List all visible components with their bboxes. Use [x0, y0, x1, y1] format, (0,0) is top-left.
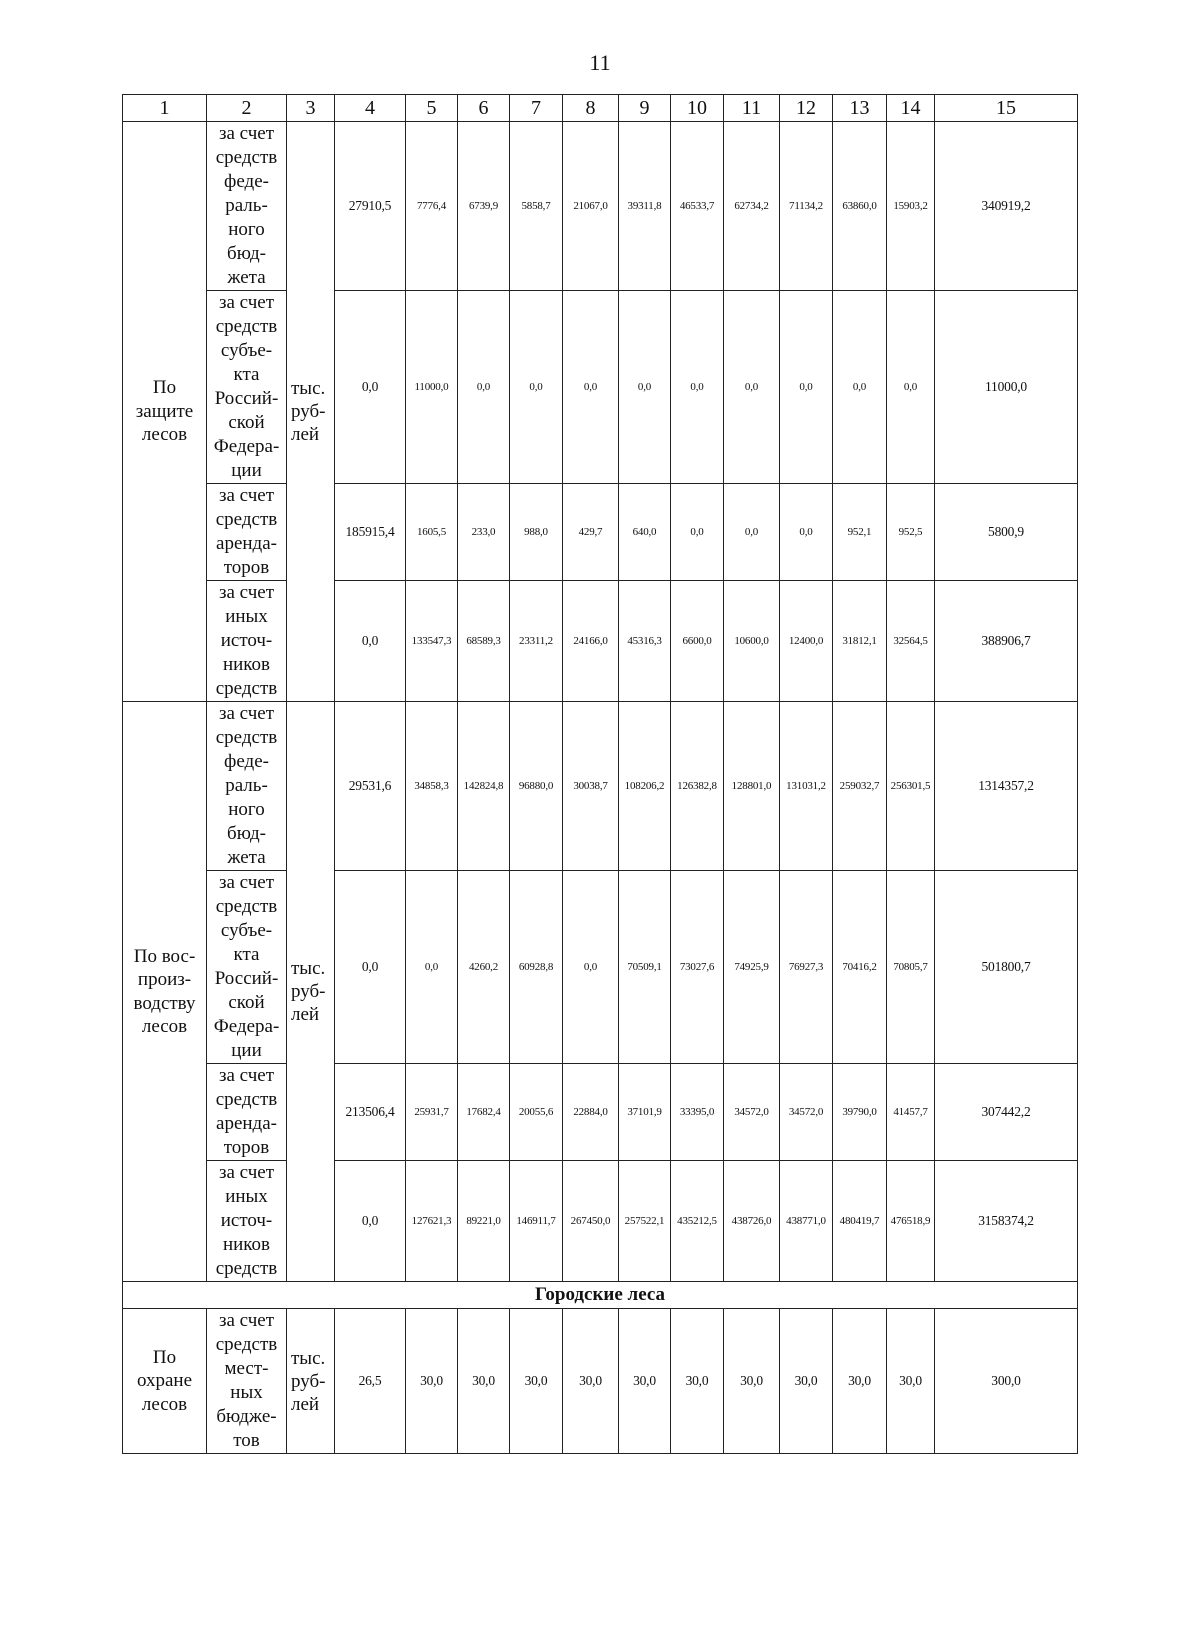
value-cell: 307442,2 — [935, 1064, 1078, 1161]
column-header: 10 — [671, 95, 724, 122]
value-cell: 30,0 — [671, 1309, 724, 1454]
value-cell: 952,5 — [887, 484, 935, 581]
value-cell: 45316,3 — [619, 581, 671, 702]
value-cell: 71134,2 — [780, 122, 833, 291]
value-cell: 3158374,2 — [935, 1161, 1078, 1282]
page-number: 11 — [589, 50, 611, 75]
value-cell: 0,0 — [563, 871, 619, 1064]
value-cell: 7776,4 — [406, 122, 458, 291]
value-cell: 429,7 — [563, 484, 619, 581]
value-cell: 0,0 — [671, 291, 724, 484]
value-cell: 1314357,2 — [935, 702, 1078, 871]
value-cell: 5800,9 — [935, 484, 1078, 581]
table-row — [123, 122, 1078, 291]
value-cell: 30,0 — [563, 1309, 619, 1454]
value-cell: 0,0 — [619, 291, 671, 484]
table-row — [123, 1309, 1078, 1454]
value-cell: 30038,7 — [563, 702, 619, 871]
header-row — [123, 95, 1078, 122]
funding-source: за счет средств феде- раль- ного бюд- жета — [207, 702, 287, 871]
value-cell: 233,0 — [458, 484, 510, 581]
column-header: 6 — [458, 95, 510, 122]
column-header: 3 — [287, 95, 335, 122]
value-cell: 0,0 — [335, 1161, 406, 1282]
value-cell: 70805,7 — [887, 871, 935, 1064]
value-cell: 30,0 — [406, 1309, 458, 1454]
value-cell: 63860,0 — [833, 122, 887, 291]
unit-text: тыс. руб- лей — [291, 958, 326, 1025]
value-cell: 0,0 — [563, 291, 619, 484]
column-header: 2 — [207, 95, 287, 122]
unit-cell — [287, 1309, 335, 1454]
value-cell: 29531,6 — [335, 702, 406, 871]
value-cell: 340919,2 — [935, 122, 1078, 291]
group-label — [123, 1309, 207, 1454]
value-cell: 0,0 — [671, 484, 724, 581]
value-cell: 0,0 — [406, 871, 458, 1064]
column-header: 9 — [619, 95, 671, 122]
section-title: Городские леса — [123, 1282, 1078, 1309]
value-cell: 0,0 — [335, 291, 406, 484]
value-cell: 30,0 — [724, 1309, 780, 1454]
value-cell: 30,0 — [510, 1309, 563, 1454]
value-cell: 89221,0 — [458, 1161, 510, 1282]
value-cell: 30,0 — [780, 1309, 833, 1454]
value-cell: 10600,0 — [724, 581, 780, 702]
value-cell: 952,1 — [833, 484, 887, 581]
column-header: 1 — [123, 95, 207, 122]
value-cell: 4260,2 — [458, 871, 510, 1064]
value-cell: 438771,0 — [780, 1161, 833, 1282]
value-cell: 34858,3 — [406, 702, 458, 871]
value-cell: 37101,9 — [619, 1064, 671, 1161]
value-cell: 108206,2 — [619, 702, 671, 871]
value-cell: 213506,4 — [335, 1064, 406, 1161]
funding-source: за счет средств субъе- кта Россий- ской Федера- ции — [207, 871, 287, 1064]
column-header: 8 — [563, 95, 619, 122]
value-cell: 388906,7 — [935, 581, 1078, 702]
funding-source: за счет средств аренда- торов — [207, 484, 287, 581]
column-header: 5 — [406, 95, 458, 122]
value-cell: 62734,2 — [724, 122, 780, 291]
value-cell: 25931,7 — [406, 1064, 458, 1161]
value-cell: 20055,6 — [510, 1064, 563, 1161]
value-cell: 0,0 — [458, 291, 510, 484]
data-table — [122, 94, 1078, 1454]
value-cell: 70509,1 — [619, 871, 671, 1064]
unit-text: тыс. руб- лей — [291, 378, 326, 445]
value-cell: 23311,2 — [510, 581, 563, 702]
value-cell: 128801,0 — [724, 702, 780, 871]
value-cell: 15903,2 — [887, 122, 935, 291]
value-cell: 68589,3 — [458, 581, 510, 702]
value-cell: 127621,3 — [406, 1161, 458, 1282]
column-header: 7 — [510, 95, 563, 122]
value-cell: 0,0 — [724, 484, 780, 581]
value-cell: 30,0 — [833, 1309, 887, 1454]
value-cell: 0,0 — [510, 291, 563, 484]
value-cell: 33395,0 — [671, 1064, 724, 1161]
column-header: 11 — [724, 95, 780, 122]
value-cell: 73027,6 — [671, 871, 724, 1064]
value-cell: 22884,0 — [563, 1064, 619, 1161]
value-cell: 133547,3 — [406, 581, 458, 702]
table-row — [123, 1064, 1078, 1161]
column-header: 13 — [833, 95, 887, 122]
value-cell: 435212,5 — [671, 1161, 724, 1282]
value-cell: 142824,8 — [458, 702, 510, 871]
value-cell: 300,0 — [935, 1309, 1078, 1454]
value-cell: 34572,0 — [780, 1064, 833, 1161]
group-label-text: По вос- произ- водству лесов — [133, 945, 196, 1037]
value-cell: 70416,2 — [833, 871, 887, 1064]
value-cell: 27910,5 — [335, 122, 406, 291]
value-cell: 988,0 — [510, 484, 563, 581]
value-cell: 131031,2 — [780, 702, 833, 871]
value-cell: 438726,0 — [724, 1161, 780, 1282]
value-cell: 39790,0 — [833, 1064, 887, 1161]
value-cell: 256301,5 — [887, 702, 935, 871]
value-cell: 1605,5 — [406, 484, 458, 581]
value-cell: 39311,8 — [619, 122, 671, 291]
value-cell: 46533,7 — [671, 122, 724, 291]
value-cell: 0,0 — [780, 484, 833, 581]
unit-text: тыс. руб- лей — [291, 1347, 326, 1415]
value-cell: 31812,1 — [833, 581, 887, 702]
value-cell: 11000,0 — [406, 291, 458, 484]
value-cell: 12400,0 — [780, 581, 833, 702]
value-cell: 476518,9 — [887, 1161, 935, 1282]
funding-source: за счет иных источ- ников средств — [207, 1161, 287, 1282]
table-row — [123, 871, 1078, 1064]
value-cell: 21067,0 — [563, 122, 619, 291]
table-row — [123, 702, 1078, 871]
column-header: 15 — [935, 95, 1078, 122]
value-cell: 41457,7 — [887, 1064, 935, 1161]
value-cell: 76927,3 — [780, 871, 833, 1064]
value-cell: 24166,0 — [563, 581, 619, 702]
table-row — [123, 291, 1078, 484]
value-cell: 640,0 — [619, 484, 671, 581]
value-cell: 0,0 — [724, 291, 780, 484]
column-header: 14 — [887, 95, 935, 122]
value-cell: 74925,9 — [724, 871, 780, 1064]
value-cell: 32564,5 — [887, 581, 935, 702]
value-cell: 185915,4 — [335, 484, 406, 581]
value-cell: 267450,0 — [563, 1161, 619, 1282]
value-cell: 0,0 — [335, 581, 406, 702]
column-header: 12 — [780, 95, 833, 122]
funding-source: за счет средств феде- раль- ного бюд- жета — [207, 122, 287, 291]
table-row — [123, 1161, 1078, 1282]
value-cell: 26,5 — [335, 1309, 406, 1454]
group-label-text: По защите лесов — [135, 377, 194, 446]
value-cell: 6739,9 — [458, 122, 510, 291]
value-cell: 0,0 — [887, 291, 935, 484]
funding-source: за счет средств мест- ных бюдже- тов — [207, 1309, 287, 1454]
unit-cell — [287, 702, 335, 1282]
group-label — [123, 702, 207, 1282]
value-cell: 17682,4 — [458, 1064, 510, 1161]
value-cell: 6600,0 — [671, 581, 724, 702]
value-cell: 257522,1 — [619, 1161, 671, 1282]
value-cell: 0,0 — [833, 291, 887, 484]
value-cell: 5858,7 — [510, 122, 563, 291]
value-cell: 126382,8 — [671, 702, 724, 871]
value-cell: 30,0 — [458, 1309, 510, 1454]
group-label — [123, 122, 207, 702]
unit-cell — [287, 122, 335, 702]
value-cell: 30,0 — [887, 1309, 935, 1454]
value-cell: 11000,0 — [935, 291, 1078, 484]
value-cell: 30,0 — [619, 1309, 671, 1454]
value-cell: 0,0 — [335, 871, 406, 1064]
funding-source: за счет средств аренда- торов — [207, 1064, 287, 1161]
funding-source: за счет средств субъе- кта Россий- ской Федера- ции — [207, 291, 287, 484]
table-row — [123, 581, 1078, 702]
funding-source: за счет иных источ- ников средств — [207, 581, 287, 702]
value-cell: 34572,0 — [724, 1064, 780, 1161]
group-label-text: По охране лесов — [136, 1346, 193, 1415]
value-cell: 146911,7 — [510, 1161, 563, 1282]
value-cell: 96880,0 — [510, 702, 563, 871]
table-row — [123, 484, 1078, 581]
value-cell: 259032,7 — [833, 702, 887, 871]
value-cell: 501800,7 — [935, 871, 1078, 1064]
value-cell: 0,0 — [780, 291, 833, 484]
value-cell: 60928,8 — [510, 871, 563, 1064]
column-header: 4 — [335, 95, 406, 122]
section-row — [123, 1282, 1078, 1309]
value-cell: 480419,7 — [833, 1161, 887, 1282]
